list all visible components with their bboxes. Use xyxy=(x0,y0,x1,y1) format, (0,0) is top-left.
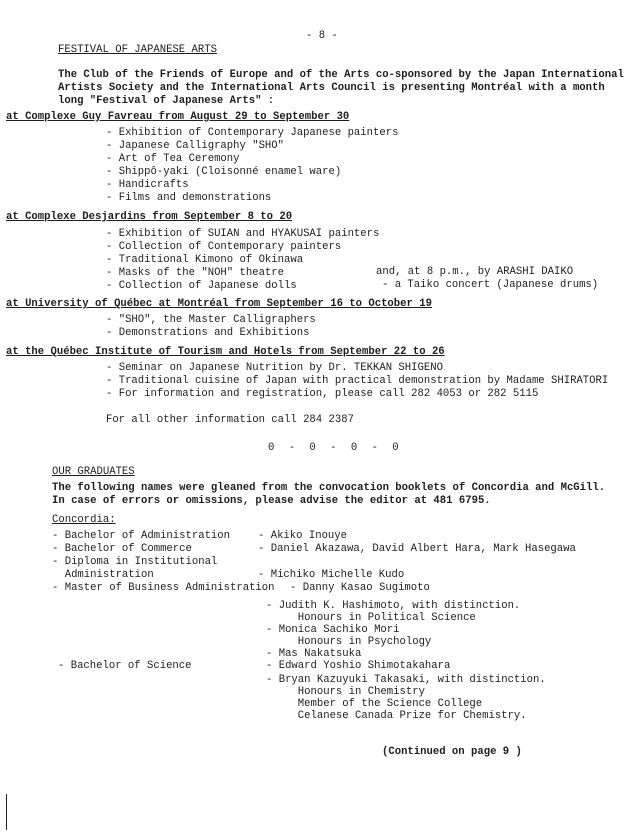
graduate-honour: Honours in Political Science xyxy=(266,612,476,624)
venue-item: - Shippô-yaki (Cloisonné enamel ware) xyxy=(106,166,342,178)
venue-item: - Traditional cuisine of Japan with practical demonstration by Madame SHIRATORI xyxy=(106,375,609,387)
venue-item: - Collection of Japanese dolls xyxy=(106,280,297,292)
venue-item: - "SHO", the Master Calligraphers xyxy=(106,314,316,326)
degree-label: - Bachelor of Administration xyxy=(52,530,231,542)
venue-item: - Films and demonstrations xyxy=(106,192,272,204)
graduate-name: - Monica Sachiko Mori xyxy=(266,624,400,636)
graduate-name: - Daniel Akazawa, David Albert Hara, Mark Hasegawa xyxy=(258,543,576,555)
venue-item: - Japanese Calligraphy "SHO" xyxy=(106,140,285,152)
degree-label: - Master of Business Administration xyxy=(52,582,275,594)
venue-item: - Handicrafts xyxy=(106,179,189,191)
graduate-honour: Member of the Science College xyxy=(266,698,483,710)
page-number: - 8 - xyxy=(306,30,338,42)
continued-note: (Continued on page 9 ) xyxy=(382,746,522,758)
venue-side-note: and, at 8 p.m., by ARASHI DAIKO xyxy=(376,266,574,278)
degree-label: - Diploma in Institutional xyxy=(52,556,218,568)
venue-heading: at Complexe Guy Favreau from August 29 to September 30 xyxy=(6,111,350,123)
festival-intro-line: long "Festival of Japanese Arts" : xyxy=(58,95,275,107)
venue-item: - For information and registration, please call 282 4053 or 282 5115 xyxy=(106,388,539,400)
school-heading: Concordia: xyxy=(52,514,116,526)
festival-intro-line: The Club of the Friends of Europe and of the Arts co-sponsored by the Japan International xyxy=(58,69,624,81)
degree-label: Administration xyxy=(52,569,154,581)
venue-item: - Exhibition of Contemporary Japanese painters xyxy=(106,127,399,139)
graduate-name: - Mas Nakatsuka xyxy=(266,648,362,660)
venue-heading: at University of Québec at Montréal from September 16 to October 19 xyxy=(6,298,432,310)
venue-item: - Traditional Kimono of Okinawa xyxy=(106,254,304,266)
graduate-honour: Celanese Canada Prize for Chemistry. xyxy=(266,710,527,722)
graduate-honour: Honours in Chemistry xyxy=(266,686,425,698)
venue-item: - Masks of the "NOH" theatre xyxy=(106,267,285,279)
festival-heading: FESTIVAL OF JAPANESE ARTS xyxy=(58,44,217,56)
other-info: For all other information call 284 2387 xyxy=(106,414,354,426)
graduates-heading: OUR GRADUATES xyxy=(52,466,135,478)
margin-rule xyxy=(6,794,7,830)
graduate-name: - Judith K. Hashimoto, with distinction. xyxy=(266,600,521,612)
venue-item: - Seminar on Japanese Nutrition by Dr. TEKKAN SHIGENO xyxy=(106,362,443,374)
graduate-name: - Akiko Inouye xyxy=(258,530,348,542)
venue-item: - Exhibition of SUIAN and HYAKUSAI painters xyxy=(106,228,380,240)
degree-label: - Bachelor of Commerce xyxy=(52,543,192,555)
venue-item: - Art of Tea Ceremony xyxy=(106,153,240,165)
graduate-honour: Honours in Psychology xyxy=(266,636,432,648)
graduates-intro-line: In case of errors or omissions, please advise the editor at 481 6795. xyxy=(52,495,491,507)
graduates-intro-line: The following names were gleaned from the convocation booklets of Concordia and McGill. xyxy=(52,482,606,494)
graduate-name: - Bryan Kazuyuki Takasaki, with distinction. xyxy=(266,674,546,686)
graduate-name: - Danny Kasao Sugimoto xyxy=(290,582,430,594)
venue-heading: at the Québec Institute of Tourism and Hotels from September 22 to 26 xyxy=(6,346,445,358)
graduate-name: - Edward Yoshio Shimotakahara xyxy=(266,660,451,672)
graduate-name: - Michiko Michelle Kudo xyxy=(258,569,405,581)
venue-side-note: - a Taiko concert (Japanese drums) xyxy=(382,279,599,291)
venue-heading: at Complexe Desjardins from September 8 to 20 xyxy=(6,211,293,223)
degree-label: - Bachelor of Science xyxy=(58,660,192,672)
venue-item: - Demonstrations and Exhibitions xyxy=(106,327,310,339)
venue-item: - Collection of Contemporary painters xyxy=(106,241,342,253)
section-separator: 0 - 0 - 0 - 0 xyxy=(268,442,403,454)
festival-intro-line: Artists Society and the International Arts Council is presenting Montréal with a month xyxy=(58,82,605,94)
